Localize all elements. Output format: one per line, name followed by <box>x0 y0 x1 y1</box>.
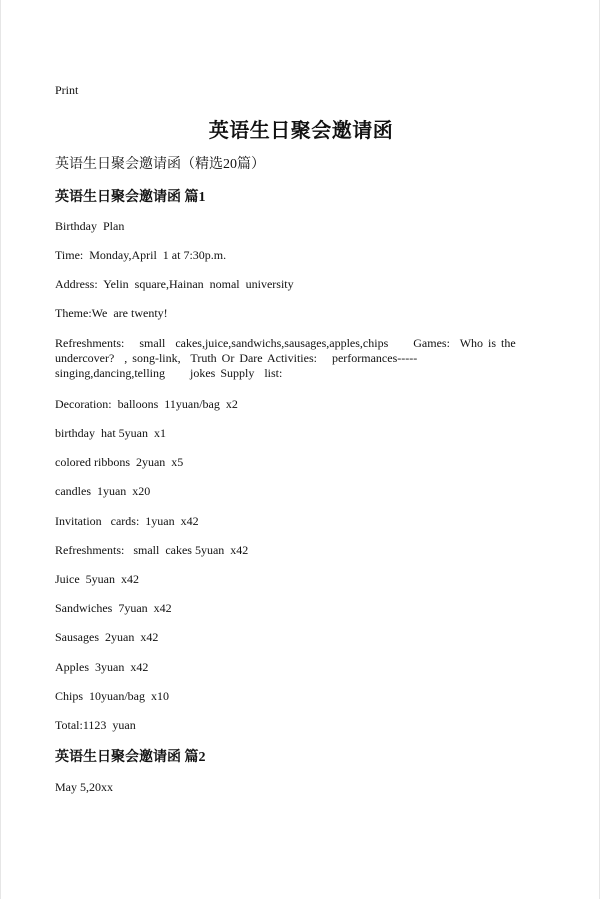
supply-item: Decoration: balloons 11yuan/bag x2 <box>55 397 238 411</box>
section-heading-2: 英语生日聚会邀请函 篇2 <box>55 750 206 765</box>
theme-line: Theme:We are twenty! <box>55 306 168 320</box>
paragraph-line: Refreshments: small cakes,juice,sandwichs,sausages,apples,chips Games: Who is the <box>55 336 516 350</box>
supply-item: Refreshments: small cakes 5yuan x42 <box>55 543 249 557</box>
address-line: Address: Yelin square,Hainan nomal university <box>55 277 294 291</box>
supply-item: colored ribbons 2yuan x5 <box>55 455 184 469</box>
birthday-plan-line: Birthday Plan <box>55 219 125 233</box>
supply-item: Sausages 2yuan x42 <box>55 630 159 644</box>
total-line: Total:1123 yuan <box>55 718 136 732</box>
document-title: 英语生日聚会邀请函 <box>208 120 394 142</box>
supply-item: Chips 10yuan/bag x10 <box>55 689 169 703</box>
supply-item: Invitation cards: 1yuan x42 <box>55 514 199 528</box>
section-heading-1: 英语生日聚会邀请函 篇1 <box>55 190 206 205</box>
supply-item: Apples 3yuan x42 <box>55 660 149 674</box>
supply-item: birthday hat 5yuan x1 <box>55 426 166 440</box>
print-link[interactable]: Print <box>55 83 79 97</box>
supply-item: Sandwiches 7yuan x42 <box>55 601 172 615</box>
supply-item: Juice 5yuan x42 <box>55 572 139 586</box>
time-line: Time: Monday,April 1 at 7:30p.m. <box>55 248 227 262</box>
supply-item: candles 1yuan x20 <box>55 484 151 498</box>
document-subtitle: 英语生日聚会邀请函（精选20篇） <box>55 157 265 172</box>
paragraph-line: singing,dancing,telling jokes Supply list: <box>55 366 283 380</box>
date-line: May 5,20xx <box>55 780 113 794</box>
paragraph-line: undercover? , song-link, Truth Or Dare Activities: performances----- <box>55 351 418 365</box>
refreshments-paragraph <box>55 336 525 381</box>
